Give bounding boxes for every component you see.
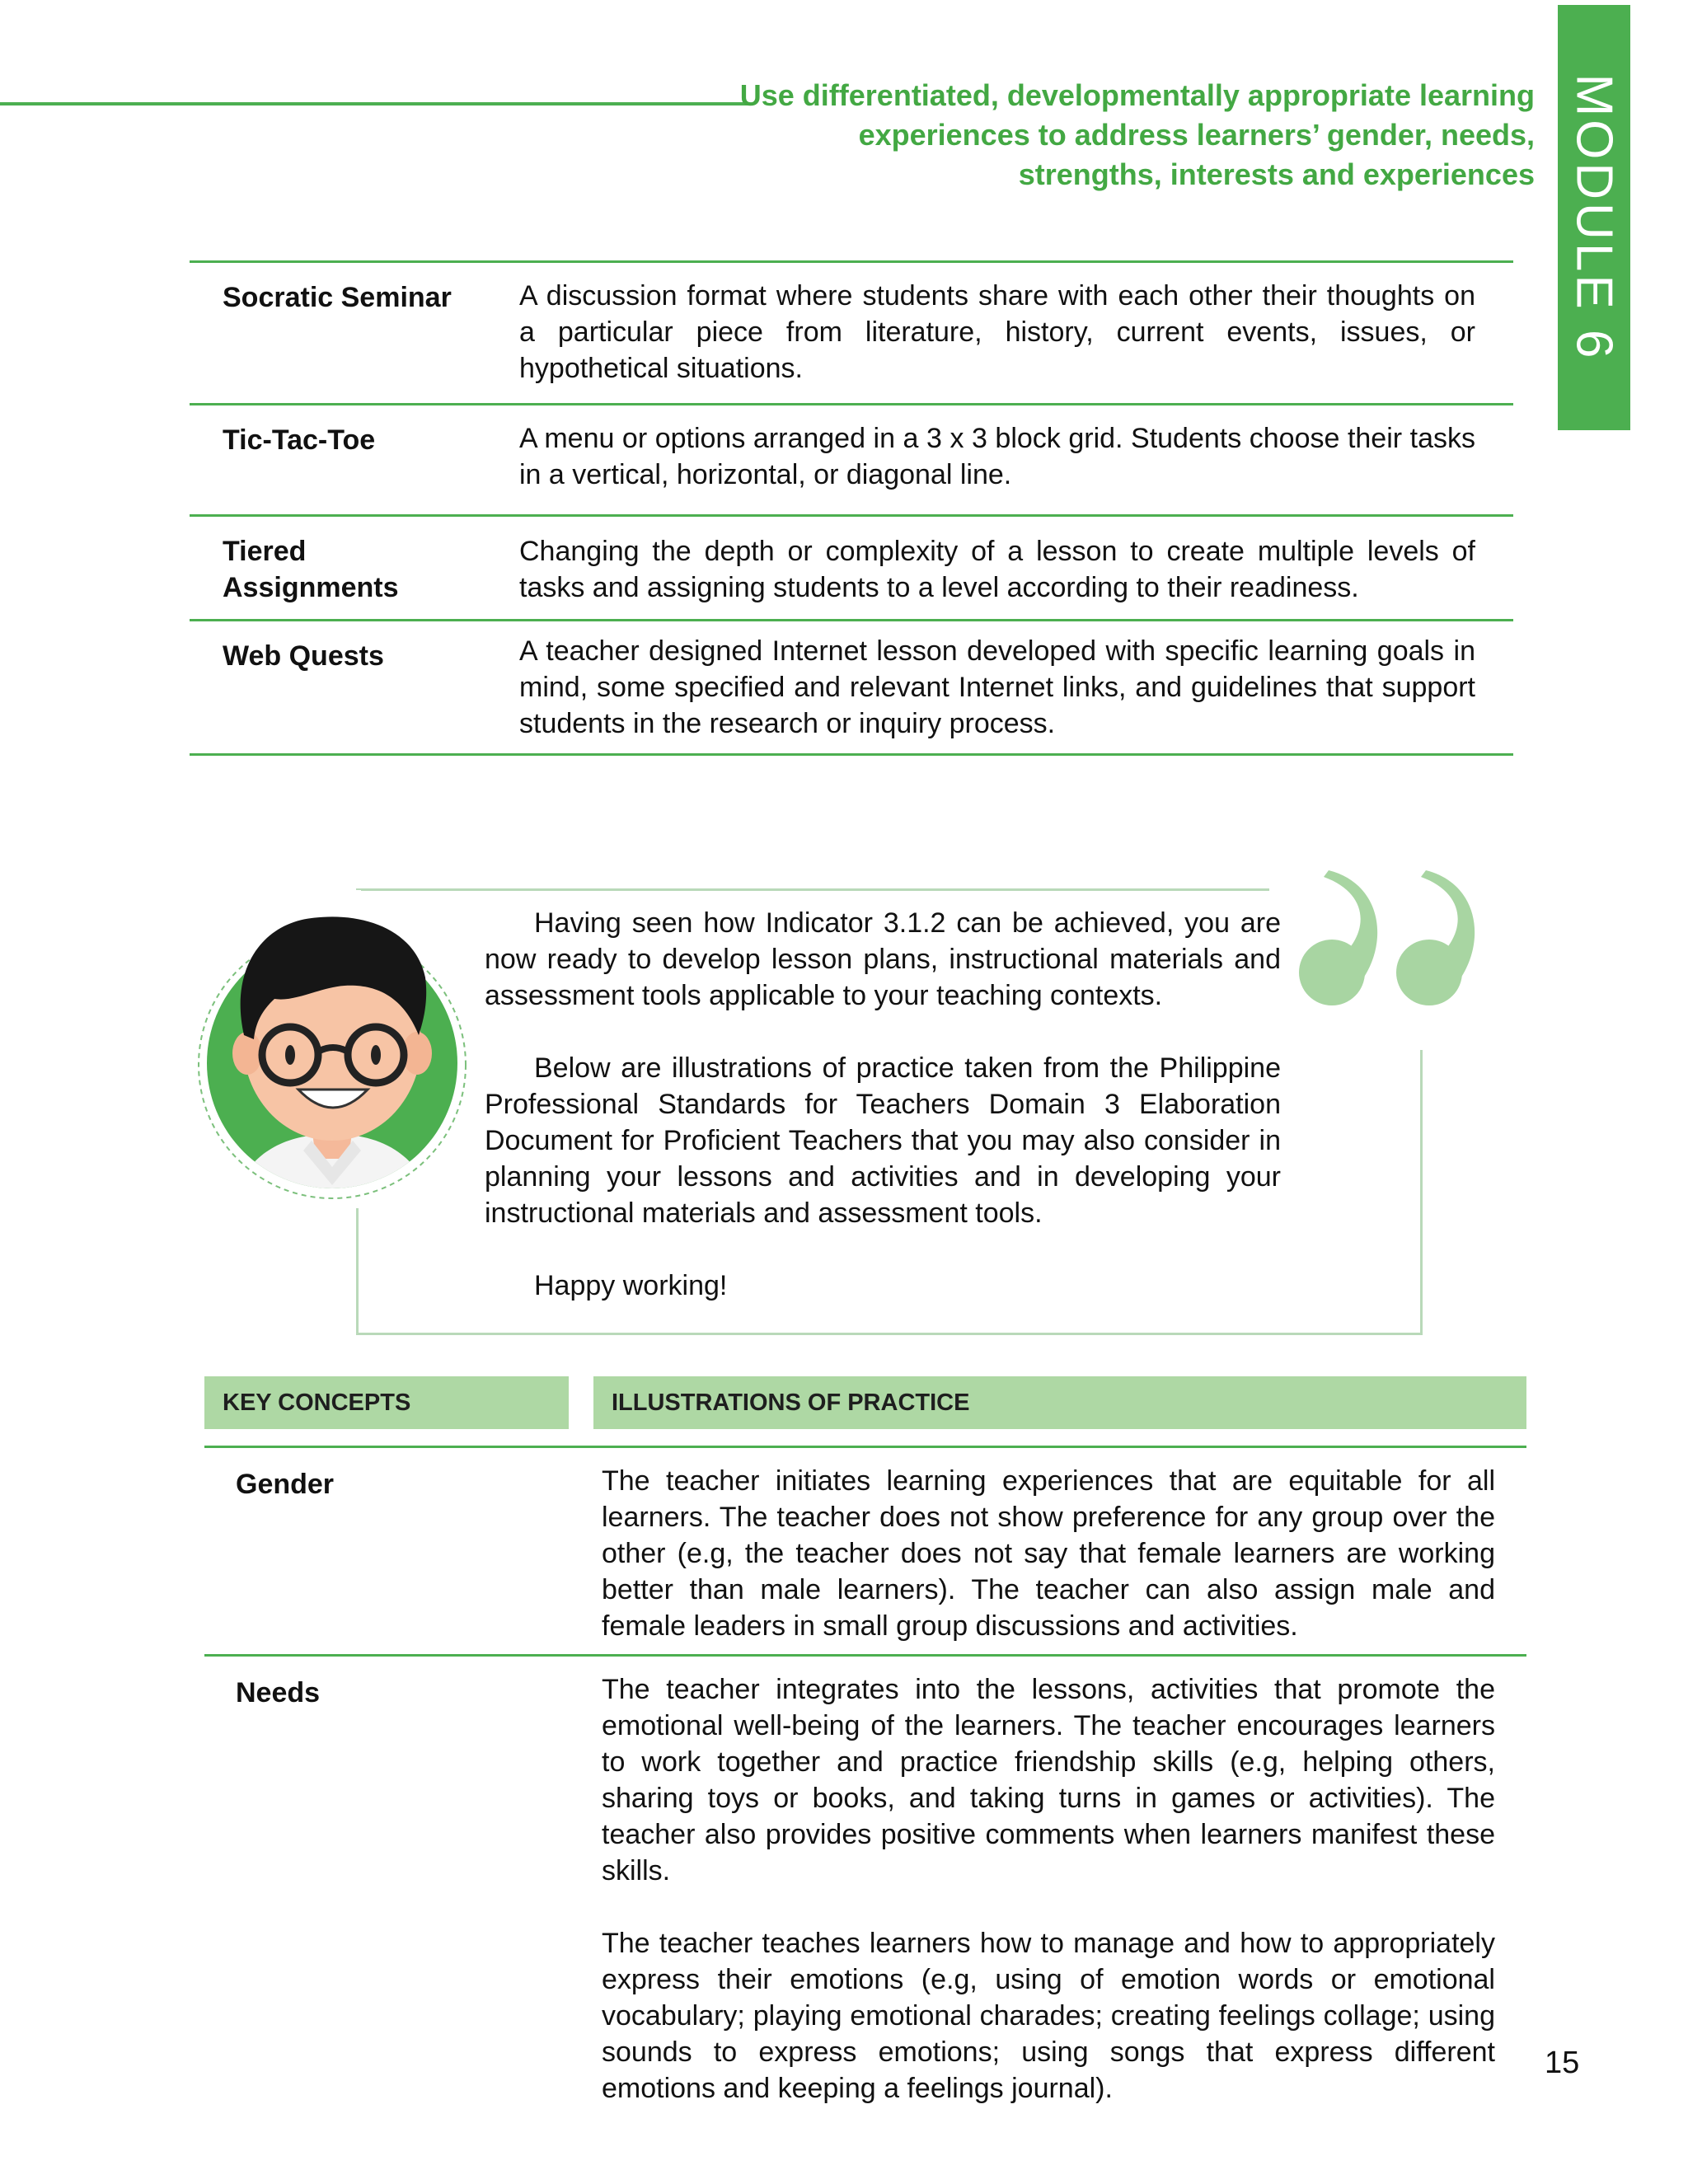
table-row bbox=[204, 1446, 1526, 1654]
table-row bbox=[204, 1654, 1526, 2104]
practice-illustration bbox=[602, 1448, 1495, 1654]
closing-quote-icon bbox=[1291, 867, 1489, 1032]
strategy-term bbox=[190, 517, 519, 619]
teacher-avatar bbox=[196, 879, 468, 1208]
quote-paragraph: Having seen how Indicator 3.1.2 can be achieved, you are now ready to develop lesson plans, instructional materials and assessment tools applicable to your teaching contexts. bbox=[485, 907, 1281, 1011]
practice-paragraph: The teacher teaches learners how to manage and how to appropriately express their emotions (e.g, using of emotion words or emotional vocabulary; playing emotional charades; creating feelings collage; using sounds to express emotions; using songs that express different emotions and keeping a feelings journal). bbox=[602, 1928, 1495, 2104]
module-label: MODULE 6 bbox=[1565, 73, 1623, 362]
practice-paragraph: The teacher integrates into the lessons, activities that promote the emotional well-being of the learners. The teacher encourages learners to work together and practice friendship skills (e.g, helping others, sharing toys or books, and taking turns in games or activities). The teacher also provides positive comments when learners manifest these skills. bbox=[602, 1674, 1495, 1886]
practice-paragraph: The teacher initiates learning experiences that are equitable for all learners. The teacher does not show preference for any group over the other (e.g, the teacher does not say that female learners are working better than male learners). The teacher can also assign male and female leaders in small group discussions and activities. bbox=[602, 1465, 1495, 1642]
table-row bbox=[190, 514, 1513, 619]
strategy-definition: Changing the depth or complexity of a lesson to create multiple levels of tasks and assigning students to a level according to their readiness. bbox=[519, 536, 1475, 603]
title-line: experiences to address learners’ gender, needs, bbox=[858, 118, 1535, 152]
strategy-term-line: Tiered bbox=[223, 536, 307, 567]
page-title bbox=[710, 76, 1535, 194]
strategies-table bbox=[190, 260, 1513, 756]
key-concept: Needs bbox=[236, 1677, 321, 1708]
module-tab bbox=[1558, 5, 1630, 430]
illustrations-header bbox=[593, 1376, 1526, 1429]
table-row bbox=[190, 619, 1513, 756]
strategy-definition: A discussion format where students share with each other their thoughts on a particular piece from literature, history, current events, issues, or hypothetical situations. bbox=[519, 280, 1475, 384]
header-label: ILLUSTRATIONS OF PRACTICE bbox=[612, 1390, 970, 1416]
quote-text bbox=[485, 905, 1281, 1304]
strategy-definition: A teacher designed Internet lesson developed with specific learning goals in mind, some specified and relevant Internet links, and guidelines that support students in the research or inquiry process. bbox=[519, 635, 1475, 739]
title-line: strengths, interests and experiences bbox=[1018, 157, 1535, 191]
practice-illustration bbox=[602, 1657, 1495, 2104]
quote-paragraph: Happy working! bbox=[534, 1270, 728, 1301]
quote-top-rule bbox=[356, 888, 1269, 891]
strategy-term: Tic-Tac-Toe bbox=[223, 424, 376, 456]
strategy-term: Web Quests bbox=[223, 640, 384, 672]
strategy-term: Socratic Seminar bbox=[223, 282, 452, 313]
strategy-definition: A menu or options arranged in a 3 x 3 block grid. Students choose their tasks in a vertical, horizontal, or diagonal line. bbox=[519, 423, 1475, 490]
table-row bbox=[190, 403, 1513, 514]
header-label: KEY CONCEPTS bbox=[223, 1390, 411, 1416]
page-number: 15 bbox=[1545, 2046, 1580, 2080]
header-rule bbox=[0, 102, 750, 105]
strategy-term-line: Assignments bbox=[223, 572, 399, 603]
quote-paragraph: Below are illustrations of practice taken from the Philippine Professional Standards for Teachers Domain 3 Elaboration Document for Proficient Teachers that you may also consider in planning your lessons and activities and in developing your instructional materials and assessment tools. bbox=[485, 1052, 1281, 1229]
key-concepts-header bbox=[204, 1376, 569, 1429]
table-row bbox=[190, 260, 1513, 403]
practice-table bbox=[204, 1446, 1526, 2104]
key-concept: Gender bbox=[236, 1469, 335, 1500]
title-line: Use differentiated, developmentally appropriate learning bbox=[739, 78, 1535, 112]
